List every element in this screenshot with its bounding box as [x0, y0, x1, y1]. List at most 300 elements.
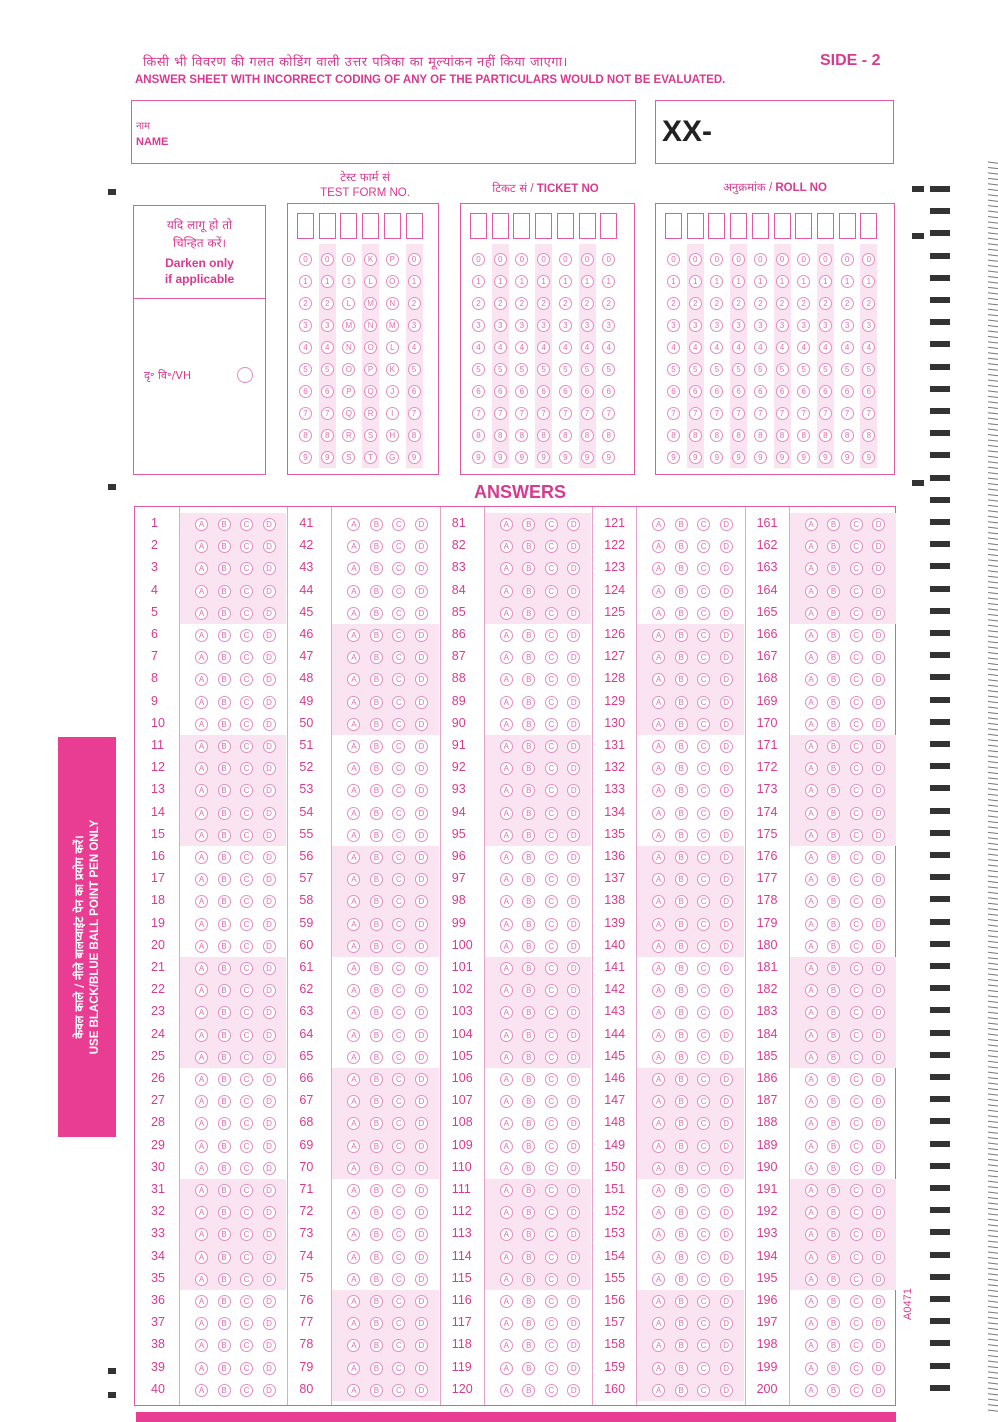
- answer-bubble-d[interactable]: D: [567, 1006, 580, 1019]
- answer-bubble-c[interactable]: C: [392, 762, 405, 775]
- answer-bubble-c[interactable]: C: [545, 629, 558, 642]
- roll-bubble[interactable]: 9: [819, 451, 832, 464]
- ticket-bubble[interactable]: 7: [602, 407, 615, 420]
- answer-bubble-c[interactable]: C: [392, 740, 405, 753]
- answer-bubble-d[interactable]: D: [567, 851, 580, 864]
- answer-bubble-b[interactable]: B: [827, 829, 840, 842]
- answer-bubble-b[interactable]: B: [675, 895, 688, 908]
- answer-bubble-d[interactable]: D: [872, 718, 885, 731]
- roll-write-box[interactable]: [665, 213, 682, 239]
- roll-bubble[interactable]: 5: [667, 363, 680, 376]
- answer-bubble-a[interactable]: A: [652, 1362, 665, 1375]
- answer-bubble-d[interactable]: D: [263, 1273, 276, 1286]
- answer-bubble-d[interactable]: D: [720, 585, 733, 598]
- ticket-bubble[interactable]: 6: [581, 385, 594, 398]
- test-form-bubble[interactable]: O: [386, 275, 399, 288]
- roll-bubble[interactable]: 0: [841, 253, 854, 266]
- answer-bubble-d[interactable]: D: [720, 918, 733, 931]
- answer-bubble-d[interactable]: D: [720, 829, 733, 842]
- answer-bubble-a[interactable]: A: [652, 984, 665, 997]
- answer-bubble-d[interactable]: D: [263, 1073, 276, 1086]
- answer-bubble-c[interactable]: C: [545, 1206, 558, 1219]
- test-form-bubble[interactable]: L: [364, 275, 377, 288]
- answer-bubble-d[interactable]: D: [872, 585, 885, 598]
- roll-bubble[interactable]: 7: [819, 407, 832, 420]
- test-form-bubble[interactable]: 1: [321, 275, 334, 288]
- answer-bubble-a[interactable]: A: [652, 1162, 665, 1175]
- answer-bubble-d[interactable]: D: [872, 1206, 885, 1219]
- answer-bubble-a[interactable]: A: [652, 740, 665, 753]
- answer-bubble-d[interactable]: D: [415, 673, 428, 686]
- answer-bubble-c[interactable]: C: [240, 940, 253, 953]
- answer-bubble-a[interactable]: A: [805, 1384, 818, 1397]
- answer-bubble-b[interactable]: B: [522, 1295, 535, 1308]
- answer-bubble-b[interactable]: B: [218, 851, 231, 864]
- ticket-bubble[interactable]: 1: [494, 275, 507, 288]
- roll-bubble[interactable]: 5: [797, 363, 810, 376]
- roll-bubble[interactable]: 1: [689, 275, 702, 288]
- answer-bubble-a[interactable]: A: [347, 585, 360, 598]
- answer-bubble-c[interactable]: C: [240, 1162, 253, 1175]
- answer-bubble-a[interactable]: A: [652, 696, 665, 709]
- answer-bubble-b[interactable]: B: [675, 1006, 688, 1019]
- answer-bubble-d[interactable]: D: [720, 673, 733, 686]
- ticket-bubble[interactable]: 3: [494, 319, 507, 332]
- test-form-bubble[interactable]: J: [386, 385, 399, 398]
- answer-bubble-d[interactable]: D: [872, 1228, 885, 1241]
- answer-bubble-d[interactable]: D: [720, 696, 733, 709]
- answer-bubble-d[interactable]: D: [415, 562, 428, 575]
- answer-bubble-d[interactable]: D: [567, 1184, 580, 1197]
- answer-bubble-a[interactable]: A: [500, 940, 513, 953]
- answer-bubble-a[interactable]: A: [347, 1051, 360, 1064]
- ticket-bubble[interactable]: 1: [602, 275, 615, 288]
- answer-bubble-d[interactable]: D: [567, 540, 580, 553]
- answer-bubble-b[interactable]: B: [827, 807, 840, 820]
- ticket-bubble[interactable]: 0: [472, 253, 485, 266]
- answer-bubble-c[interactable]: C: [850, 629, 863, 642]
- roll-bubble[interactable]: 3: [776, 319, 789, 332]
- answer-bubble-c[interactable]: C: [240, 607, 253, 620]
- ticket-bubble[interactable]: 2: [581, 297, 594, 310]
- answer-bubble-b[interactable]: B: [218, 1339, 231, 1352]
- roll-bubble[interactable]: 2: [667, 297, 680, 310]
- answer-bubble-c[interactable]: C: [545, 1073, 558, 1086]
- answer-bubble-c[interactable]: C: [850, 1251, 863, 1264]
- answer-bubble-a[interactable]: A: [195, 873, 208, 886]
- answer-bubble-b[interactable]: B: [370, 962, 383, 975]
- answer-bubble-d[interactable]: D: [872, 1029, 885, 1042]
- answer-bubble-a[interactable]: A: [500, 1339, 513, 1352]
- answer-bubble-b[interactable]: B: [675, 1051, 688, 1064]
- roll-bubble[interactable]: 4: [862, 341, 875, 354]
- roll-bubble[interactable]: 8: [689, 429, 702, 442]
- answer-bubble-a[interactable]: A: [347, 829, 360, 842]
- answer-bubble-b[interactable]: B: [827, 1251, 840, 1264]
- answer-bubble-d[interactable]: D: [263, 1317, 276, 1330]
- ticket-bubble[interactable]: 2: [537, 297, 550, 310]
- answer-bubble-a[interactable]: A: [805, 829, 818, 842]
- answer-bubble-a[interactable]: A: [347, 1362, 360, 1375]
- answer-bubble-d[interactable]: D: [263, 1251, 276, 1264]
- answer-bubble-a[interactable]: A: [195, 1206, 208, 1219]
- answer-bubble-a[interactable]: A: [500, 762, 513, 775]
- answer-bubble-a[interactable]: A: [652, 1295, 665, 1308]
- answer-bubble-d[interactable]: D: [415, 1228, 428, 1241]
- answer-bubble-a[interactable]: A: [347, 762, 360, 775]
- answer-bubble-b[interactable]: B: [522, 629, 535, 642]
- answer-bubble-c[interactable]: C: [392, 1339, 405, 1352]
- roll-bubble[interactable]: 1: [797, 275, 810, 288]
- answer-bubble-b[interactable]: B: [522, 607, 535, 620]
- answer-bubble-c[interactable]: C: [850, 1051, 863, 1064]
- answer-bubble-a[interactable]: A: [500, 1029, 513, 1042]
- test-form-bubble[interactable]: N: [386, 297, 399, 310]
- answer-bubble-a[interactable]: A: [652, 1384, 665, 1397]
- answer-bubble-c[interactable]: C: [545, 562, 558, 575]
- answer-bubble-c[interactable]: C: [392, 1384, 405, 1397]
- answer-bubble-a[interactable]: A: [347, 1117, 360, 1130]
- answer-bubble-a[interactable]: A: [500, 651, 513, 664]
- answer-bubble-d[interactable]: D: [720, 1051, 733, 1064]
- answer-bubble-c[interactable]: C: [392, 1117, 405, 1130]
- answer-bubble-b[interactable]: B: [218, 1184, 231, 1197]
- answer-bubble-c[interactable]: C: [850, 851, 863, 864]
- answer-bubble-d[interactable]: D: [567, 829, 580, 842]
- answer-bubble-d[interactable]: D: [872, 1162, 885, 1175]
- answer-bubble-c[interactable]: C: [392, 1228, 405, 1241]
- answer-bubble-d[interactable]: D: [720, 1251, 733, 1264]
- answer-bubble-b[interactable]: B: [675, 873, 688, 886]
- answer-bubble-c[interactable]: C: [850, 1317, 863, 1330]
- answer-bubble-b[interactable]: B: [827, 851, 840, 864]
- answer-bubble-b[interactable]: B: [827, 1051, 840, 1064]
- ticket-bubble[interactable]: 7: [581, 407, 594, 420]
- answer-bubble-b[interactable]: B: [675, 762, 688, 775]
- ticket-bubble[interactable]: 2: [472, 297, 485, 310]
- roll-bubble[interactable]: 8: [819, 429, 832, 442]
- answer-bubble-b[interactable]: B: [370, 807, 383, 820]
- answer-bubble-a[interactable]: A: [652, 562, 665, 575]
- answer-bubble-c[interactable]: C: [545, 784, 558, 797]
- answer-bubble-a[interactable]: A: [805, 607, 818, 620]
- ticket-bubble[interactable]: 4: [472, 341, 485, 354]
- answer-bubble-c[interactable]: C: [697, 1295, 710, 1308]
- answer-bubble-d[interactable]: D: [720, 718, 733, 731]
- answer-bubble-d[interactable]: D: [263, 1206, 276, 1219]
- answer-bubble-d[interactable]: D: [872, 740, 885, 753]
- answer-bubble-c[interactable]: C: [545, 1117, 558, 1130]
- answer-bubble-b[interactable]: B: [827, 1206, 840, 1219]
- answer-bubble-c[interactable]: C: [240, 585, 253, 598]
- answer-bubble-a[interactable]: A: [347, 1339, 360, 1352]
- ticket-bubble[interactable]: 5: [581, 363, 594, 376]
- answer-bubble-b[interactable]: B: [370, 1029, 383, 1042]
- answer-bubble-b[interactable]: B: [522, 1140, 535, 1153]
- answer-bubble-d[interactable]: D: [872, 1006, 885, 1019]
- roll-bubble[interactable]: 7: [841, 407, 854, 420]
- answer-bubble-c[interactable]: C: [240, 1095, 253, 1108]
- answer-bubble-c[interactable]: C: [392, 829, 405, 842]
- answer-bubble-c[interactable]: C: [697, 829, 710, 842]
- roll-bubble[interactable]: 8: [862, 429, 875, 442]
- answer-bubble-b[interactable]: B: [827, 962, 840, 975]
- answer-bubble-b[interactable]: B: [370, 1073, 383, 1086]
- test-form-bubble[interactable]: K: [364, 253, 377, 266]
- answer-bubble-d[interactable]: D: [263, 518, 276, 531]
- answer-bubble-b[interactable]: B: [675, 562, 688, 575]
- roll-bubble[interactable]: 2: [862, 297, 875, 310]
- roll-bubble[interactable]: 4: [819, 341, 832, 354]
- answer-bubble-c[interactable]: C: [697, 1184, 710, 1197]
- answer-bubble-b[interactable]: B: [218, 696, 231, 709]
- roll-bubble[interactable]: 5: [710, 363, 723, 376]
- answer-bubble-b[interactable]: B: [218, 1295, 231, 1308]
- answer-bubble-a[interactable]: A: [805, 696, 818, 709]
- answer-bubble-a[interactable]: A: [652, 940, 665, 953]
- answer-bubble-a[interactable]: A: [652, 1228, 665, 1241]
- answer-bubble-a[interactable]: A: [805, 1228, 818, 1241]
- answer-bubble-c[interactable]: C: [240, 1073, 253, 1086]
- answer-bubble-a[interactable]: A: [347, 607, 360, 620]
- answer-bubble-a[interactable]: A: [652, 1184, 665, 1197]
- test-form-bubble[interactable]: 6: [408, 385, 421, 398]
- answer-bubble-c[interactable]: C: [545, 1006, 558, 1019]
- answer-bubble-a[interactable]: A: [195, 1162, 208, 1175]
- roll-bubble[interactable]: 3: [667, 319, 680, 332]
- answer-bubble-a[interactable]: A: [805, 1073, 818, 1086]
- answer-bubble-c[interactable]: C: [240, 1206, 253, 1219]
- test-form-bubble[interactable]: T: [364, 451, 377, 464]
- answer-bubble-d[interactable]: D: [263, 895, 276, 908]
- answer-bubble-c[interactable]: C: [697, 1162, 710, 1175]
- answer-bubble-d[interactable]: D: [720, 1073, 733, 1086]
- answer-bubble-c[interactable]: C: [545, 1384, 558, 1397]
- ticket-bubble[interactable]: 9: [515, 451, 528, 464]
- ticket-bubble[interactable]: 7: [494, 407, 507, 420]
- answer-bubble-b[interactable]: B: [218, 1251, 231, 1264]
- answer-bubble-a[interactable]: A: [805, 1251, 818, 1264]
- answer-bubble-c[interactable]: C: [392, 1317, 405, 1330]
- answer-bubble-c[interactable]: C: [240, 784, 253, 797]
- answer-bubble-a[interactable]: A: [195, 940, 208, 953]
- answer-bubble-a[interactable]: A: [347, 1006, 360, 1019]
- answer-bubble-d[interactable]: D: [720, 1339, 733, 1352]
- test-form-bubble[interactable]: 1: [408, 275, 421, 288]
- roll-bubble[interactable]: 8: [797, 429, 810, 442]
- answer-bubble-b[interactable]: B: [827, 1228, 840, 1241]
- answer-bubble-c[interactable]: C: [240, 740, 253, 753]
- roll-bubble[interactable]: 5: [776, 363, 789, 376]
- roll-write-box[interactable]: [752, 213, 769, 239]
- answer-bubble-d[interactable]: D: [263, 1339, 276, 1352]
- answer-bubble-d[interactable]: D: [567, 1228, 580, 1241]
- answer-bubble-c[interactable]: C: [697, 740, 710, 753]
- answer-bubble-a[interactable]: A: [805, 1206, 818, 1219]
- answer-bubble-a[interactable]: A: [500, 1251, 513, 1264]
- ticket-bubble[interactable]: 9: [559, 451, 572, 464]
- answer-bubble-b[interactable]: B: [218, 518, 231, 531]
- answer-bubble-a[interactable]: A: [805, 1295, 818, 1308]
- test-form-bubble[interactable]: 5: [321, 363, 334, 376]
- answer-bubble-a[interactable]: A: [805, 1029, 818, 1042]
- answer-bubble-d[interactable]: D: [872, 873, 885, 886]
- answer-bubble-b[interactable]: B: [522, 1317, 535, 1330]
- answer-bubble-c[interactable]: C: [240, 918, 253, 931]
- answer-bubble-d[interactable]: D: [567, 1273, 580, 1286]
- answer-bubble-d[interactable]: D: [872, 562, 885, 575]
- answer-bubble-c[interactable]: C: [240, 851, 253, 864]
- answer-bubble-a[interactable]: A: [500, 518, 513, 531]
- answer-bubble-c[interactable]: C: [392, 807, 405, 820]
- answer-bubble-a[interactable]: A: [195, 1073, 208, 1086]
- answer-bubble-c[interactable]: C: [240, 962, 253, 975]
- roll-write-box[interactable]: [687, 213, 704, 239]
- test-form-bubble[interactable]: R: [364, 407, 377, 420]
- answer-bubble-c[interactable]: C: [545, 1251, 558, 1264]
- roll-write-box[interactable]: [839, 213, 856, 239]
- answer-bubble-a[interactable]: A: [347, 962, 360, 975]
- answer-bubble-a[interactable]: A: [652, 1051, 665, 1064]
- answer-bubble-d[interactable]: D: [415, 851, 428, 864]
- answer-bubble-b[interactable]: B: [827, 873, 840, 886]
- answer-bubble-b[interactable]: B: [522, 1206, 535, 1219]
- answer-bubble-b[interactable]: B: [370, 696, 383, 709]
- answer-bubble-c[interactable]: C: [697, 1095, 710, 1108]
- ticket-bubble[interactable]: 0: [515, 253, 528, 266]
- answer-bubble-a[interactable]: A: [805, 540, 818, 553]
- answer-bubble-d[interactable]: D: [567, 807, 580, 820]
- ticket-bubble[interactable]: 6: [494, 385, 507, 398]
- roll-bubble[interactable]: 4: [797, 341, 810, 354]
- answer-bubble-d[interactable]: D: [567, 1251, 580, 1264]
- answer-bubble-c[interactable]: C: [545, 518, 558, 531]
- answer-bubble-b[interactable]: B: [370, 1384, 383, 1397]
- roll-bubble[interactable]: 4: [732, 341, 745, 354]
- answer-bubble-a[interactable]: A: [195, 962, 208, 975]
- answer-bubble-b[interactable]: B: [522, 784, 535, 797]
- ticket-bubble[interactable]: 9: [537, 451, 550, 464]
- ticket-bubble[interactable]: 5: [494, 363, 507, 376]
- vh-bubble[interactable]: [237, 367, 253, 383]
- answer-bubble-c[interactable]: C: [850, 962, 863, 975]
- answer-bubble-b[interactable]: B: [827, 918, 840, 931]
- answer-bubble-c[interactable]: C: [850, 1095, 863, 1108]
- test-form-bubble[interactable]: 6: [299, 385, 312, 398]
- answer-bubble-b[interactable]: B: [522, 829, 535, 842]
- answer-bubble-d[interactable]: D: [720, 1206, 733, 1219]
- answer-bubble-c[interactable]: C: [392, 518, 405, 531]
- answer-bubble-d[interactable]: D: [263, 1117, 276, 1130]
- answer-bubble-c[interactable]: C: [545, 940, 558, 953]
- answer-bubble-b[interactable]: B: [522, 1384, 535, 1397]
- answer-bubble-d[interactable]: D: [872, 1384, 885, 1397]
- roll-write-box[interactable]: [860, 213, 877, 239]
- test-form-bubble[interactable]: 0: [299, 253, 312, 266]
- answer-bubble-a[interactable]: A: [195, 1273, 208, 1286]
- answer-bubble-b[interactable]: B: [827, 1029, 840, 1042]
- answer-bubble-b[interactable]: B: [675, 1317, 688, 1330]
- answer-bubble-b[interactable]: B: [218, 940, 231, 953]
- answer-bubble-d[interactable]: D: [415, 1051, 428, 1064]
- answer-bubble-a[interactable]: A: [805, 1006, 818, 1019]
- answer-bubble-c[interactable]: C: [850, 1117, 863, 1130]
- answer-bubble-b[interactable]: B: [370, 1051, 383, 1064]
- answer-bubble-b[interactable]: B: [675, 918, 688, 931]
- answer-bubble-d[interactable]: D: [263, 940, 276, 953]
- answer-bubble-c[interactable]: C: [240, 673, 253, 686]
- answer-bubble-c[interactable]: C: [697, 629, 710, 642]
- answer-bubble-d[interactable]: D: [567, 1295, 580, 1308]
- roll-bubble[interactable]: 7: [710, 407, 723, 420]
- answer-bubble-b[interactable]: B: [827, 1073, 840, 1086]
- answer-bubble-a[interactable]: A: [652, 651, 665, 664]
- answer-bubble-b[interactable]: B: [827, 940, 840, 953]
- ticket-write-box[interactable]: [492, 213, 509, 239]
- roll-bubble[interactable]: 5: [819, 363, 832, 376]
- ticket-bubble[interactable]: 8: [515, 429, 528, 442]
- test-form-bubble[interactable]: 4: [321, 341, 334, 354]
- answer-bubble-c[interactable]: C: [850, 1206, 863, 1219]
- answer-bubble-d[interactable]: D: [567, 1162, 580, 1175]
- answer-bubble-b[interactable]: B: [827, 1339, 840, 1352]
- answer-bubble-a[interactable]: A: [500, 629, 513, 642]
- answer-bubble-b[interactable]: B: [370, 718, 383, 731]
- answer-bubble-b[interactable]: B: [370, 1095, 383, 1108]
- answer-bubble-b[interactable]: B: [827, 1184, 840, 1197]
- answer-bubble-d[interactable]: D: [567, 984, 580, 997]
- test-form-bubble[interactable]: O: [364, 341, 377, 354]
- answer-bubble-b[interactable]: B: [675, 1073, 688, 1086]
- answer-bubble-a[interactable]: A: [347, 940, 360, 953]
- test-form-bubble[interactable]: 1: [342, 275, 355, 288]
- answer-bubble-b[interactable]: B: [522, 651, 535, 664]
- answer-bubble-a[interactable]: A: [195, 1251, 208, 1264]
- ticket-bubble[interactable]: 6: [559, 385, 572, 398]
- answer-bubble-c[interactable]: C: [392, 673, 405, 686]
- answer-bubble-b[interactable]: B: [675, 1095, 688, 1108]
- answer-bubble-b[interactable]: B: [522, 1029, 535, 1042]
- answer-bubble-b[interactable]: B: [370, 607, 383, 620]
- answer-bubble-b[interactable]: B: [218, 784, 231, 797]
- answer-bubble-c[interactable]: C: [697, 607, 710, 620]
- answer-bubble-a[interactable]: A: [195, 1051, 208, 1064]
- ticket-write-box[interactable]: [557, 213, 574, 239]
- answer-bubble-a[interactable]: A: [500, 918, 513, 931]
- answer-bubble-a[interactable]: A: [195, 696, 208, 709]
- roll-bubble[interactable]: 0: [710, 253, 723, 266]
- answer-bubble-d[interactable]: D: [263, 540, 276, 553]
- answer-bubble-b[interactable]: B: [675, 984, 688, 997]
- answer-bubble-c[interactable]: C: [392, 718, 405, 731]
- answer-bubble-b[interactable]: B: [675, 1339, 688, 1352]
- roll-bubble[interactable]: 9: [776, 451, 789, 464]
- answer-bubble-a[interactable]: A: [195, 629, 208, 642]
- test-form-bubble[interactable]: M: [386, 319, 399, 332]
- answer-bubble-d[interactable]: D: [263, 918, 276, 931]
- test-form-bubble[interactable]: 3: [408, 319, 421, 332]
- answer-bubble-a[interactable]: A: [652, 540, 665, 553]
- answer-bubble-d[interactable]: D: [415, 1362, 428, 1375]
- answer-bubble-b[interactable]: B: [675, 1362, 688, 1375]
- answer-bubble-c[interactable]: C: [392, 651, 405, 664]
- answer-bubble-a[interactable]: A: [195, 829, 208, 842]
- answer-bubble-d[interactable]: D: [720, 562, 733, 575]
- answer-bubble-c[interactable]: C: [545, 1162, 558, 1175]
- answer-bubble-a[interactable]: A: [347, 540, 360, 553]
- answer-bubble-d[interactable]: D: [263, 1051, 276, 1064]
- answer-bubble-c[interactable]: C: [240, 1384, 253, 1397]
